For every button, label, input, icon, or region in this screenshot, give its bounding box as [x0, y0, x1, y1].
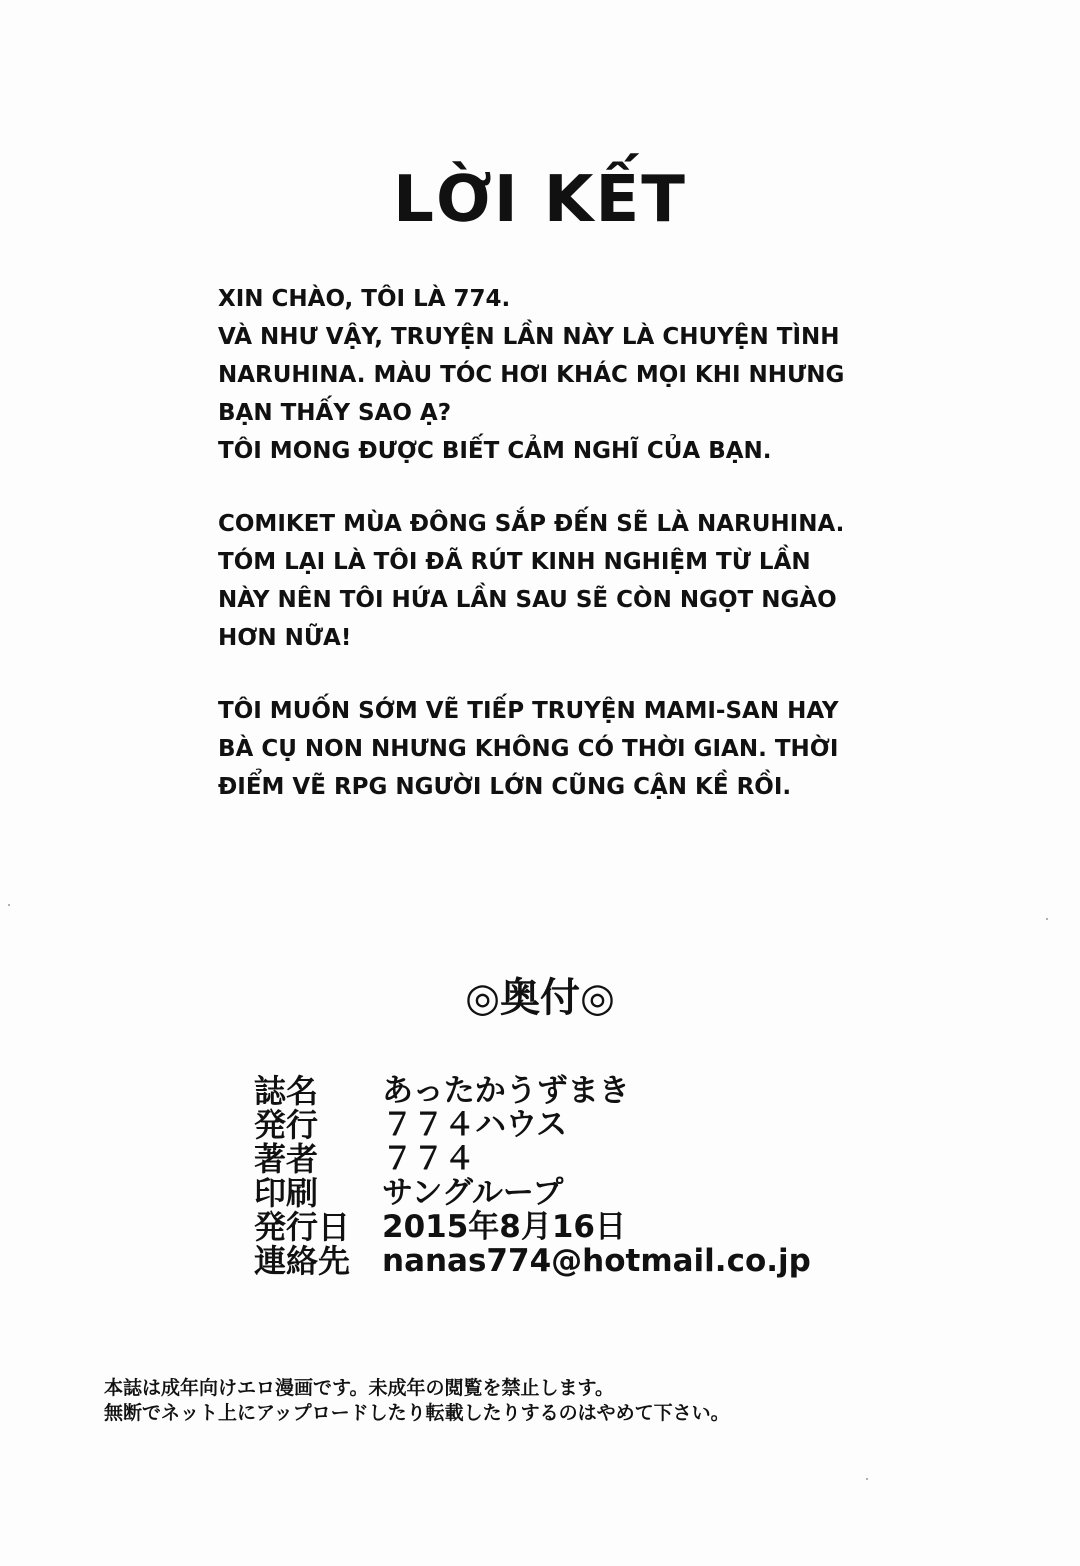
colophon-label: 発行: [254, 1106, 319, 1144]
afterword-line: VÀ NHƯ VẬY, TRUYỆN LẦN NÀY LÀ CHUYỆN TÌNH: [218, 324, 840, 350]
colophon-value: ７７４ハウス: [382, 1107, 568, 1143]
afterword-line: BẠN THẤY SAO Ạ?: [218, 400, 452, 426]
scan-speck: [8, 904, 10, 906]
scan-speck: [866, 1478, 868, 1480]
colophon-value: あったかうずまき: [382, 1073, 630, 1109]
colophon-label: 誌名: [254, 1072, 319, 1110]
colophon-row-date: [254, 1210, 874, 1244]
afterword-paragraph: [218, 280, 858, 470]
colophon-value: ７７４: [382, 1141, 475, 1177]
colophon-heading: ◎奥付◎: [465, 975, 615, 1021]
colophon-label: 連絡先: [254, 1242, 351, 1280]
afterword-paragraph: [218, 505, 858, 657]
colophon-row-contact: [254, 1244, 874, 1278]
afterword-line: TÔI MONG ĐƯỢC BIẾT CẢM NGHĨ CỦA BẠN.: [218, 438, 772, 464]
colophon-row-title: [254, 1074, 874, 1108]
scan-speck: [1046, 918, 1048, 920]
afterword-text: [218, 280, 858, 841]
colophon-value: サングループ: [382, 1175, 564, 1211]
afterword-line: NÀY NÊN TÔI HỨA LẦN SAU SẼ CÒN NGỌT NGÀO: [218, 587, 837, 613]
notice-line: 本誌は成年向けエロ漫画です。未成年の閲覧を禁止します。: [104, 1377, 614, 1399]
colophon-value: 2015年8月16日: [382, 1209, 626, 1245]
colophon-row-publisher: [254, 1108, 874, 1142]
contact-email: nanas774@hotmail.co.jp: [382, 1243, 811, 1279]
afterword-line: COMIKET MÙA ĐÔNG SẮP ĐẾN SẼ LÀ NARUHINA.: [218, 511, 845, 537]
afterword-line: HƠN NỮA!: [218, 625, 352, 651]
colophon-label: 発行日: [254, 1208, 351, 1246]
afterword-line: ĐIỂM VẼ RPG NGƯỜI LỚN CŨNG CẬN KỀ RỒI.: [218, 774, 792, 800]
afterword-line: BÀ CỤ NON NHƯNG KHÔNG CÓ THỜI GIAN. THỜI: [218, 736, 839, 762]
afterword-line: NARUHINA. MÀU TÓC HƠI KHÁC MỌI KHI NHƯNG: [218, 362, 845, 388]
colophon-table: [254, 1074, 874, 1278]
notice-line: 無断でネット上にアップロードしたり転載したりするのはやめて下さい。: [104, 1402, 730, 1424]
afterword-paragraph: [218, 692, 858, 806]
afterword-line: TÔI MUỐN SỚM VẼ TIẾP TRUYỆN MAMI-SAN HAY: [218, 698, 839, 724]
afterword-line: XIN CHÀO, TÔI LÀ 774.: [218, 286, 511, 312]
colophon-row-printer: [254, 1176, 874, 1210]
colophon-row-author: [254, 1142, 874, 1176]
afterword-line: TÓM LẠI LÀ TÔI ĐÃ RÚT KINH NGHIỆM TỪ LẦN: [218, 549, 811, 575]
page-title: LỜI KẾT: [393, 163, 687, 237]
colophon-label: 印刷: [254, 1174, 319, 1212]
colophon-label: 著者: [254, 1140, 319, 1178]
adult-notice: [104, 1376, 904, 1426]
